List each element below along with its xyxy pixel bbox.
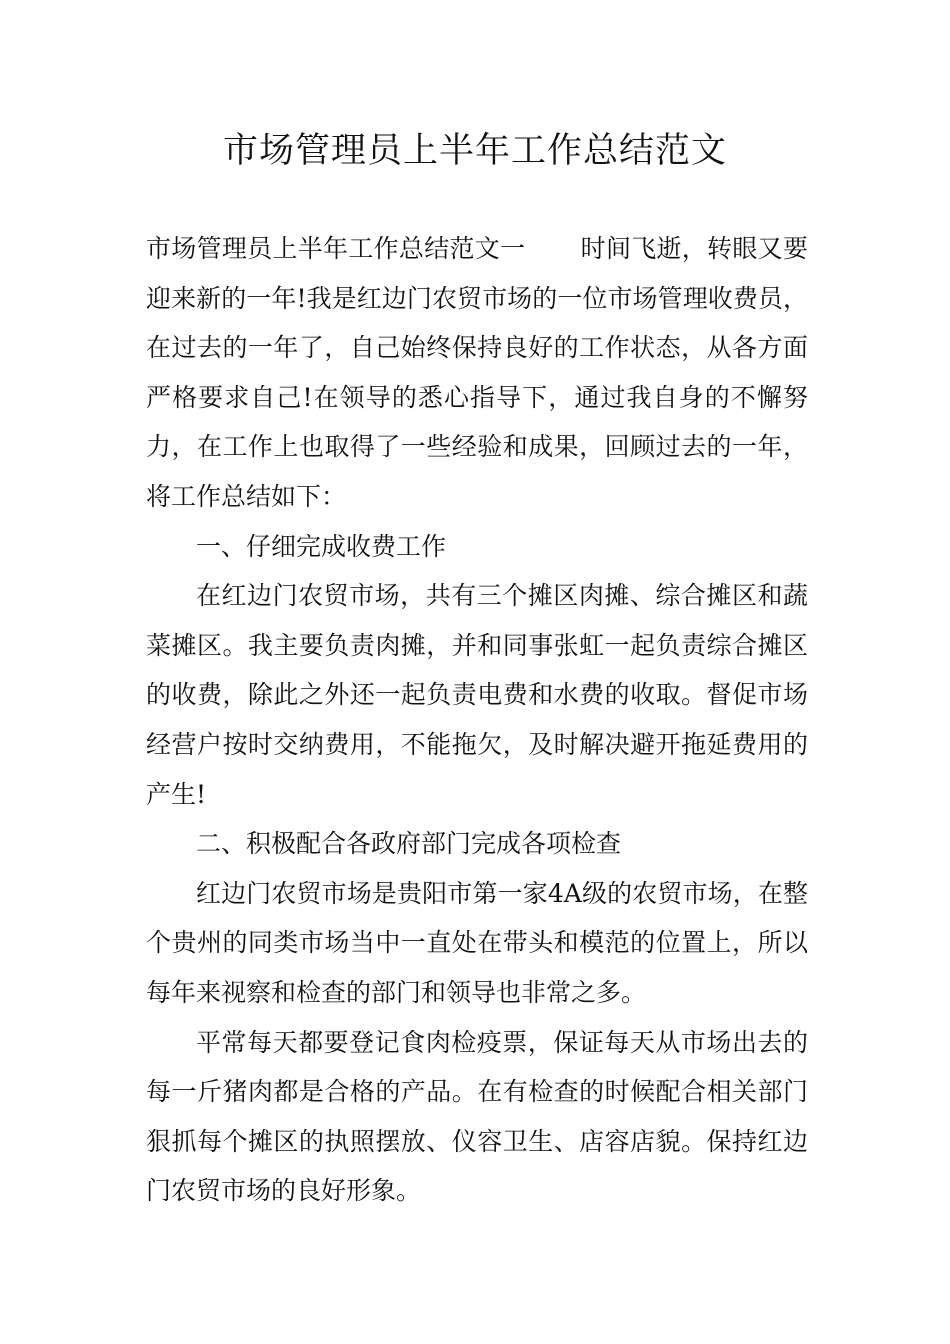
section-1-paragraph: 在红边门农贸市场，共有三个摊区肉摊、综合摊区和蔬菜摊区。我主要负责肉摊，并和同事张虹一起负责综合摊区的收费，除此之外还一起负责电费和水费的收取。督促市场经营户按时交纳费用，不能拖欠，及时解决避开拖延费用的产生! [146, 581, 808, 809]
intro-heading: 市场管理员上半年工作总结范文一 [146, 234, 526, 263]
intro-text: 时间飞逝，转眼又要迎来新的一年!我是红边门农贸市场的一位市场管理收费员，在过去的一年了，自己始终保持良好的工作状态，从各方面严格要求自己!在领导的悉心指导下，通过我自身的不懈努力，在工作上也取得了一些经验和成果，回顾过去的一年，将工作总结如下： [146, 234, 808, 511]
section-2-paragraph-2: 平常每天都要登记食肉检疫票，保证每天从市场出去的每一斤猪肉都是合格的产品。在有检查的时候配合相关部门狠抓每个摊区的执照摆放、仪容卫生、店容店貌。保持红边门农贸市场的良好形象。 [146, 1027, 808, 1206]
document-title: 市场管理员上半年工作总结范文 [222, 131, 727, 171]
document-body [146, 224, 808, 1216]
intro-paragraph [146, 224, 808, 522]
section-2-paragraph-1: 红边门农贸市场是贵阳市第一家4A级的农贸市场，在整个贵州的同类市场当中一直处在带头和模范的位置上，所以每年来视察和检查的部门和领导也非常之多。 [146, 878, 808, 1007]
section-heading-1: 一、仔细完成收费工作 [196, 531, 447, 561]
section-heading-2: 二、积极配合各政府部门完成各项检查 [196, 829, 622, 859]
